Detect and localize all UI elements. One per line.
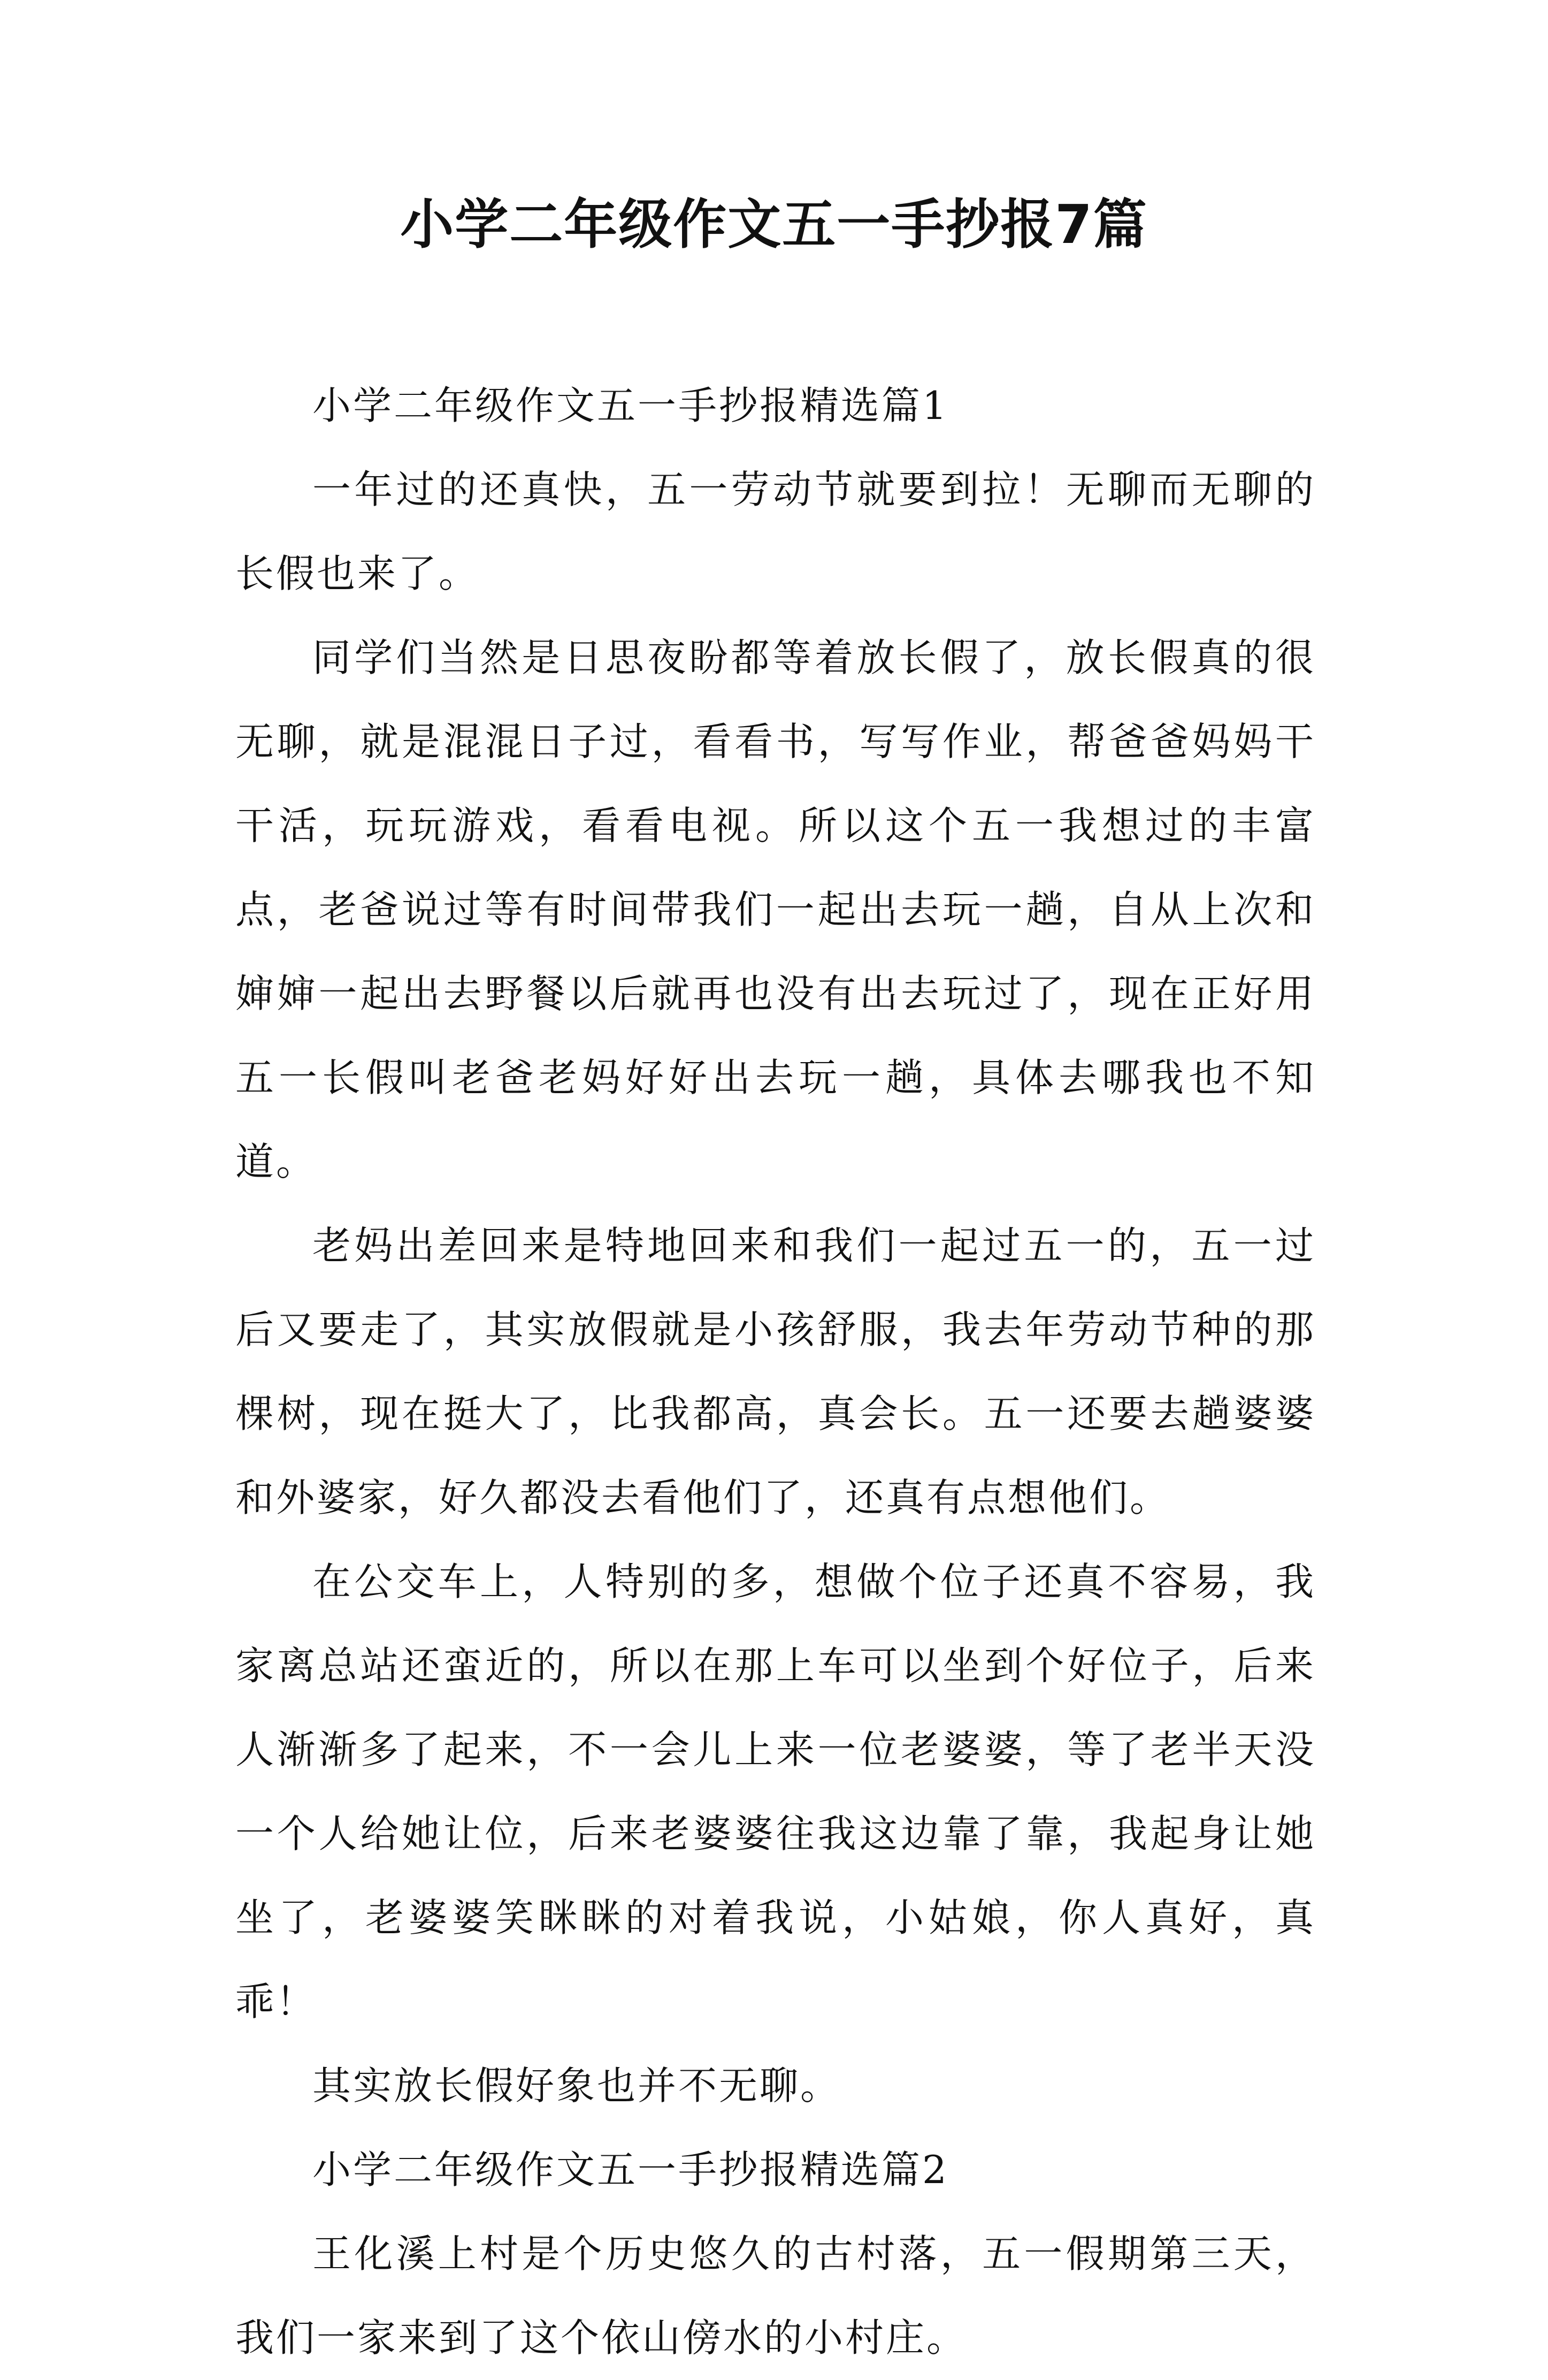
paragraph: 在公交车上，人特别的多，想做个位子还真不容易，我家离总站还蛮近的，所以在那上车可以坐到个好位子，后来人渐渐多了起来，不一会儿上来一位老婆婆，等了老半天没一个人给她让位，后来老婆婆往我这边靠了靠，我起身让她坐了，老婆婆笑眯眯的对着我说，小姑娘，你人真好，真乖！ [235,1559,1316,2024]
paragraph: 王化溪上村是个历史悠久的古村落，五一假期第三天，我们一家来到了这个依山傍水的小村庄。 [235,2231,1316,2360]
document-body [235,364,1316,2380]
section-heading: 小学二年级作文五一手抄报精选篇2 [312,2147,949,2192]
paragraph: 一年过的还真快，五一劳动节就要到拉！无聊而无聊的长假也来了。 [235,467,1316,596]
paragraph: 同学们当然是日思夜盼都等着放长假了，放长假真的很无聊，就是混混日子过，看看书，写写作业，帮爸爸妈妈干干活，玩玩游戏，看看电视。所以这个五一我想过的丰富点，老爸说过等有时间带我们一起出去玩一趟，自从上次和婶婶一起出去野餐以后就再也没有出去玩过了，现在正好用五一长假叫老爸老妈好好出去玩一趟，具体去哪我也不知道。 [235,635,1316,1184]
document-title: 小学二年级作文五一手抄报7篇 [400,193,1148,256]
paragraph: 老妈出差回来是特地回来和我们一起过五一的，五一过后又要走了，其实放假就是小孩舒服，我去年劳动节种的那棵树，现在挺大了，比我都高，真会长。五一还要去趟婆婆和外婆家，好久都没去看他们了，还真有点想他们。 [235,1223,1316,1520]
section-heading: 小学二年级作文五一手抄报精选篇1 [312,383,949,428]
paragraph: 其实放长假好象也并不无聊。 [312,2063,841,2108]
